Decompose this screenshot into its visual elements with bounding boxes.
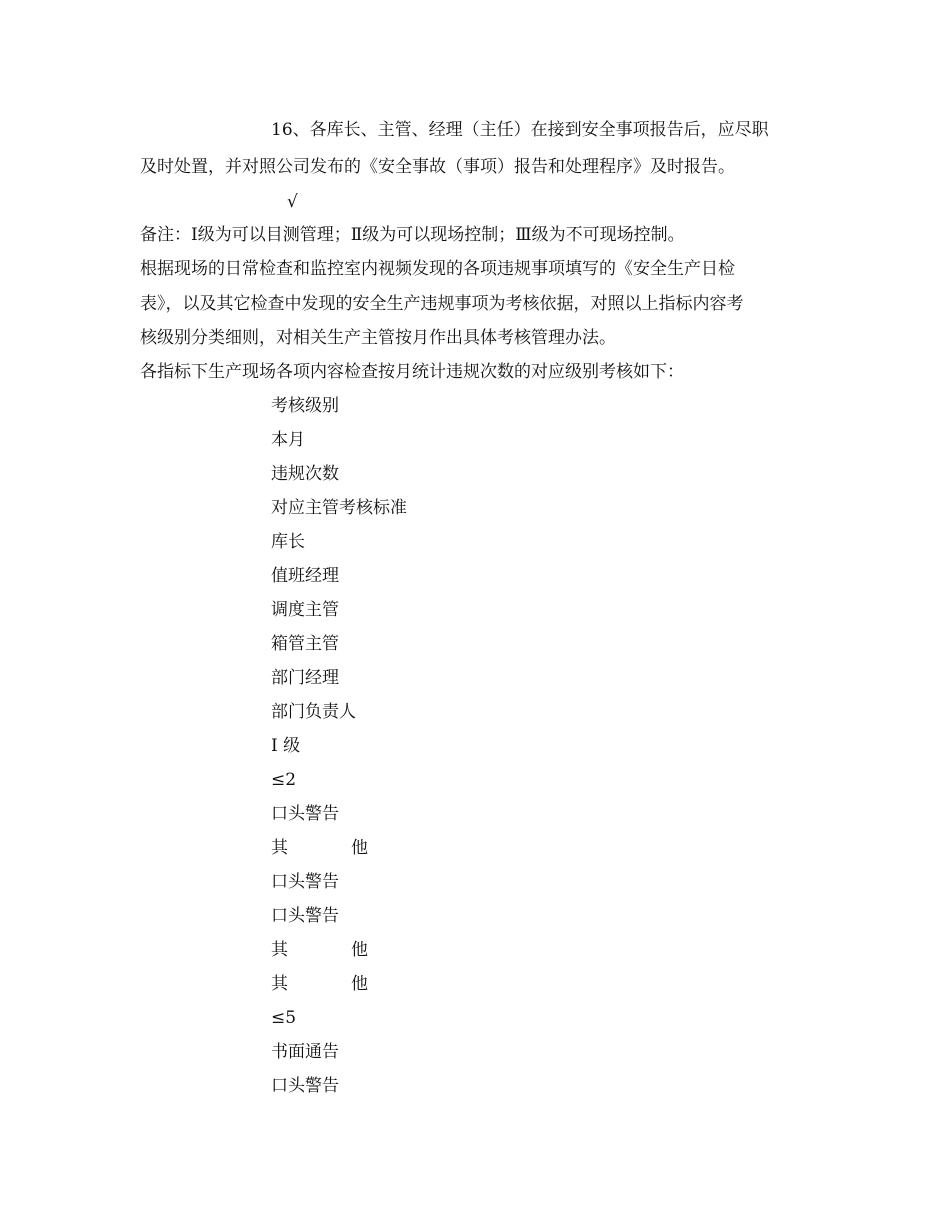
table-cell-warehouse-head: 库长 xyxy=(271,532,305,552)
table-cell-dispatch-supervisor: 调度主管 xyxy=(271,600,339,620)
assessment-intro: 各指标下生产现场各项内容检查按月统计违规次数的对应级别考核如下： xyxy=(140,362,684,382)
table-cell-verbal-warning: 口头警告 xyxy=(271,804,339,824)
table-cell-other-char-2: 他 xyxy=(351,838,368,858)
table-cell-verbal-warning: 口头警告 xyxy=(271,872,339,892)
table-cell-other-char-1: 其 xyxy=(271,838,288,858)
table-cell-written-notice: 书面通告 xyxy=(271,1042,339,1062)
table-cell-other xyxy=(271,938,368,962)
level-note: 备注：Ⅰ级为可以目测管理；Ⅱ级为可以现场控制；Ⅲ级为不可现场控制。 xyxy=(140,225,685,245)
item-16-line-1: 16、各库长、主管、经理（主任）在接到安全事项报告后，应尽职 xyxy=(271,120,769,140)
basis-paragraph-line-3: 核级别分类细则，对相关生产主管按月作出具体考核管理办法。 xyxy=(140,328,616,348)
table-cell-threshold-2: ≤2 xyxy=(271,770,297,790)
table-cell-other-char-2: 他 xyxy=(351,974,368,994)
table-cell-other-char-1: 其 xyxy=(271,940,288,960)
checkmark: √ xyxy=(287,192,298,212)
table-cell-verbal-warning: 口头警告 xyxy=(271,906,339,926)
table-cell-department-manager: 部门经理 xyxy=(271,668,339,688)
table-cell-level-1: Ⅰ 级 xyxy=(271,736,301,756)
basis-paragraph-line-2: 表》，以及其它检查中发现的安全生产违规事项为考核依据，对照以上指标内容考 xyxy=(140,294,744,314)
table-cell-assessment-standard: 对应主管考核标准 xyxy=(271,498,407,518)
table-cell-threshold-5: ≤5 xyxy=(271,1008,297,1028)
table-cell-violation-count: 违规次数 xyxy=(271,464,339,484)
table-cell-other xyxy=(271,972,368,996)
item-16-line-2: 及时处置，并对照公司发布的《安全事故（事项）报告和处理程序》及时报告。 xyxy=(140,157,735,177)
table-cell-verbal-warning: 口头警告 xyxy=(271,1076,339,1096)
table-cell-department-head: 部门负责人 xyxy=(271,702,356,722)
table-cell-duty-manager: 值班经理 xyxy=(271,566,339,586)
basis-paragraph-line-1: 根据现场的日常检查和监控室内视频发现的各项违规事项填写的《安全生产日检 xyxy=(140,259,735,279)
table-cell-this-month: 本月 xyxy=(271,430,305,450)
table-cell-assessment-level: 考核级别 xyxy=(271,396,339,416)
table-cell-container-supervisor: 箱管主管 xyxy=(271,634,339,654)
table-cell-other xyxy=(271,836,368,860)
table-cell-other-char-2: 他 xyxy=(351,940,368,960)
table-cell-other-char-1: 其 xyxy=(271,974,288,994)
